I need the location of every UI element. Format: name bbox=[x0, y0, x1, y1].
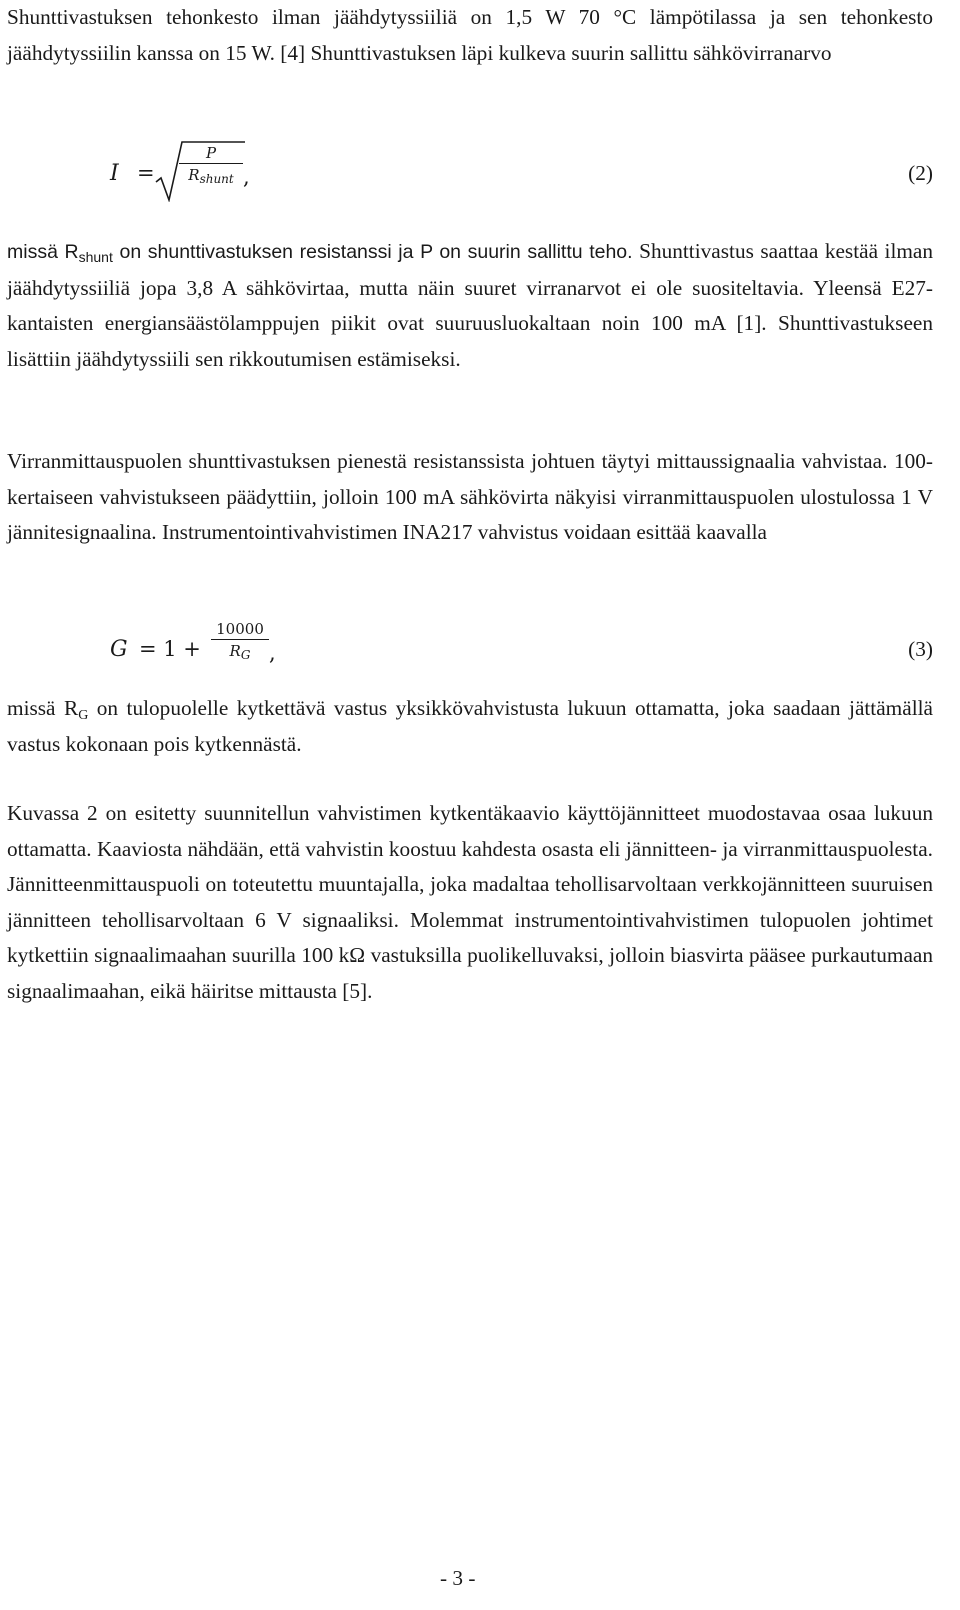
equation-2-denominator bbox=[179, 164, 243, 190]
paragraph2-start: missä R bbox=[7, 241, 79, 263]
paragraph-shunt-resistance bbox=[7, 234, 933, 377]
paragraph2-sub: shunt bbox=[78, 249, 113, 265]
paragraph2-mid: on shunttivastuksen resistanssi ja P on suurin sallittu teho. bbox=[119, 241, 633, 263]
equation-2-lhs: I bbox=[110, 161, 119, 186]
equation-3-comma: , bbox=[269, 641, 276, 665]
equation-3-equals: = 1 + bbox=[139, 637, 201, 661]
equation-2-fraction bbox=[179, 143, 243, 190]
equation-2-denominator-base: R bbox=[188, 166, 200, 184]
equation-3 bbox=[7, 616, 933, 696]
equation-2-equals: = bbox=[137, 161, 155, 185]
paragraph-rg-definition bbox=[7, 691, 933, 762]
paragraph4-start: missä R bbox=[7, 696, 79, 720]
page-number: - 3 - bbox=[440, 1566, 476, 1590]
equation-2-comma: , bbox=[243, 165, 250, 189]
paragraph4-rest: on tulopuolelle kytkettävä vastus yksikkövahvistusta lukuun ottamatta, joka saadaan jättämällä vastus kokonaan pois kytkennästä. bbox=[7, 696, 933, 756]
equation-2-numerator: P bbox=[205, 144, 217, 162]
equation-3-lhs: G bbox=[110, 637, 128, 662]
equation-3-fraction bbox=[211, 619, 269, 666]
paragraph2-rest: Shunttivastus saattaa kestää ilman jäähdytyssiiliä jopa 3,8 A sähkövirtaa, mutta näin suuret virranarvot ei ole suositeltavia. Yleensä E27-kantaisten energiansäästölamppujen piikit ovat suuruusluokaltaan noin 100 mA [1]. Shunttivastukseen lisättiin jäähdytyssiili sen rikkoutumisen estämiseksi. bbox=[7, 239, 934, 371]
equation-3-denominator-base: R bbox=[229, 642, 241, 660]
equation-3-denominator-sub: G bbox=[240, 648, 251, 662]
paragraph-figure-description: Kuvassa 2 on esitetty suunnitellun vahvistimen kytkentäkaavio käyttöjännitteet muodostavaa osaa lukuun ottamatta. Kaaviosta nähdään, että vahvistin koostuu kahdesta osasta eli jännitteen- ja virranmittauspuolesta. Jännitteenmittauspuoli on toteutettu muuntajalla, joka madaltaa tehollisarvoltaan verkkojännitteen suuruisen jännitteen tehollisarvoltaan 6 V signaaliksi. Molemmat instrumentointivahvistimen tulopuolen johtimet kytkettiin signaalimaahan suurilla 100 kΩ vastuksilla puolikelluvaksi, jolloin biasvirta pääsee purkautumaan signaalimaahan, eikä häiritse mittausta [5]. bbox=[7, 801, 933, 1003]
equation-2-number: (2) bbox=[908, 161, 933, 185]
paragraph-amplification: Virranmittauspuolen shunttivastuksen pienestä resistanssista johtuen täytyi mittaussignaalia vahvistaa. 100-kertaiseen vahvistukseen päädyttiin, jolloin 100 mA sähkövirta näkyisi virranmittauspuolen ulostulossa 1 V jännitesignaalina. Instrumentointivahvistimen INA217 vahvistus voidaan esittää kaavalla bbox=[7, 449, 933, 545]
equation-3-denominator bbox=[211, 640, 269, 666]
equation-3-numerator: 10000 bbox=[216, 620, 264, 638]
equation-2 bbox=[7, 138, 933, 218]
paragraph4-sub: G bbox=[78, 708, 89, 723]
equation-2-denominator-sub: shunt bbox=[199, 172, 234, 186]
equation-3-number: (3) bbox=[908, 637, 933, 661]
paragraph-shunt-power: Shunttivastuksen tehonkesto ilman jäähdytyssiiliä on 1,5 W 70 °C lämpötilassa ja sen tehonkesto jäähdytyssiilin kanssa on 15 W. [4] Shunttivastuksen läpi kulkeva suurin sallittu sähkövirranarvo bbox=[7, 5, 933, 65]
